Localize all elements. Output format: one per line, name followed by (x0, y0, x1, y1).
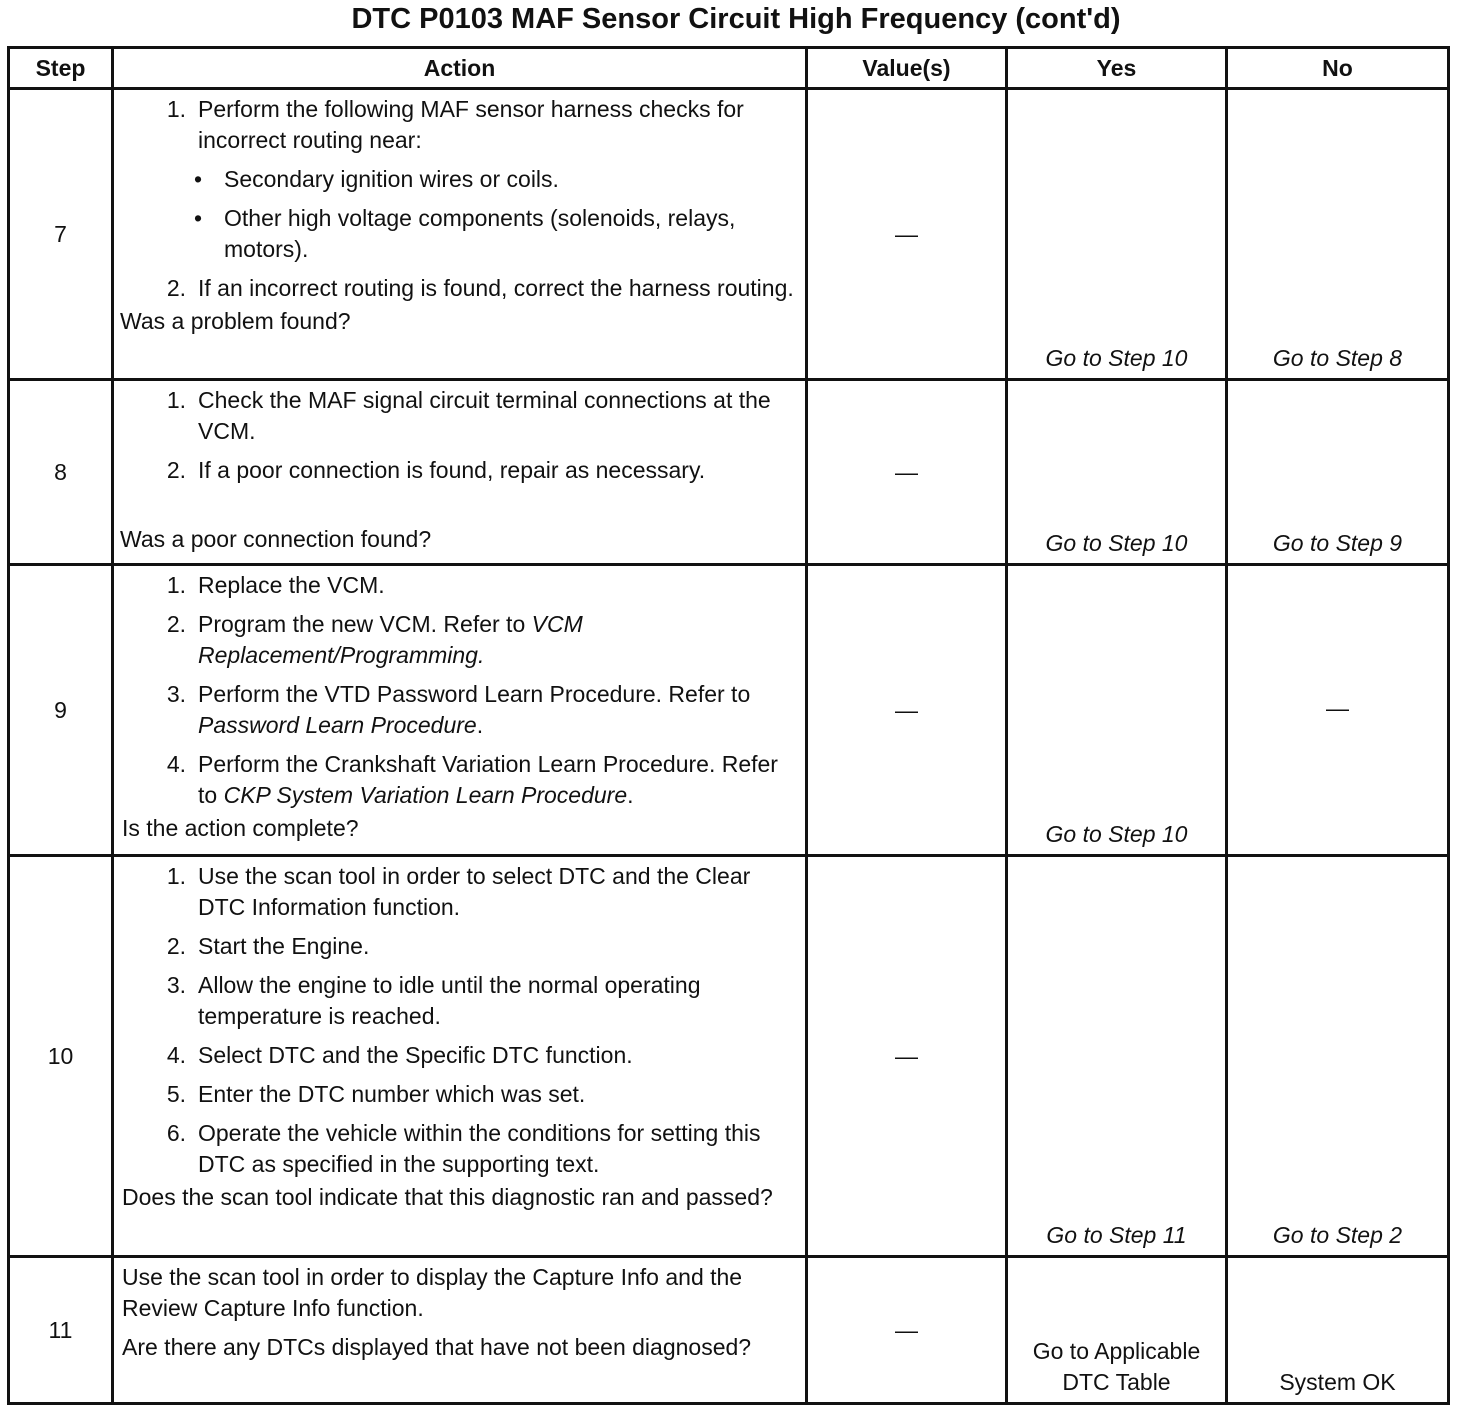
yes-cell: Go to Step 11 (1007, 856, 1227, 1257)
action-item (122, 273, 799, 304)
item-text-pre: Perform the Crankshaft Variation Learn Procedure. Refer to (198, 751, 778, 808)
item-text (198, 609, 799, 671)
yes-cell: Go to Applicable DTC Table (1007, 1257, 1227, 1404)
item-number: 6. (166, 1120, 186, 1146)
value-cell: — (807, 565, 1007, 856)
question-text: Are there any DTCs displayed that have not been diagnosed? (122, 1334, 752, 1360)
action-item (122, 749, 799, 811)
item-number: 2. (166, 275, 186, 301)
item-text-pre: Perform the VTD Password Learn Procedure. Refer to (198, 681, 751, 707)
item-text: Replace the VCM. (198, 572, 385, 598)
item-text: Check the MAF signal circuit terminal connections at the VCM. (198, 387, 771, 444)
action-cell (113, 1257, 807, 1404)
item-number: 2. (166, 933, 186, 959)
step-number: 8 (9, 380, 113, 565)
bullet-item (122, 203, 799, 265)
header-no: No (1227, 48, 1449, 89)
table-row-step-10 (9, 856, 1449, 1257)
action-item (122, 609, 799, 671)
intro-text: Use the scan tool in order to display the Capture Info and the Review Capture Info function. (122, 1264, 743, 1321)
table-row-step-7 (9, 89, 1449, 380)
action-item (122, 455, 799, 486)
item-reference: VCM Replacement/Programming. (198, 611, 583, 668)
item-number: 4. (166, 751, 186, 777)
value-cell: — (807, 89, 1007, 380)
header-value: Value(s) (807, 48, 1007, 89)
item-number: 5. (166, 1081, 186, 1107)
question-text: Was a problem found? (120, 308, 351, 334)
action-item (122, 679, 799, 741)
step-number: 7 (9, 89, 113, 380)
item-number: 1. (166, 387, 186, 413)
value-cell: — (807, 1257, 1007, 1404)
item-text: Select DTC and the Specific DTC function. (198, 1042, 633, 1068)
item-text: Perform the following MAF sensor harness checks for incorrect routing near: (198, 96, 744, 153)
question-text: Was a poor connection found? (120, 526, 432, 552)
item-number: 4. (166, 1042, 186, 1068)
action-item (122, 94, 799, 156)
no-cell: — (1227, 565, 1449, 856)
item-number: 3. (166, 972, 186, 998)
action-item (122, 570, 799, 601)
item-number: 2. (166, 457, 186, 483)
item-text (198, 749, 799, 811)
action-item (122, 1040, 799, 1071)
action-item (122, 385, 799, 447)
table-row-step-9 (9, 565, 1449, 856)
action-item (122, 1118, 799, 1180)
question-text: Does the scan tool indicate that this diagnostic ran and passed? (122, 1184, 773, 1210)
diagnostic-table (7, 46, 1450, 1405)
item-number: 3. (166, 681, 186, 707)
action-item (122, 970, 799, 1032)
item-number: 1. (166, 96, 186, 122)
yes-cell: Go to Step 10 (1007, 89, 1227, 380)
item-reference: CKP System Variation Learn Procedure (223, 782, 628, 808)
item-number: 2. (166, 611, 186, 637)
bullet-icon: • (194, 205, 203, 231)
no-cell: Go to Step 2 (1227, 856, 1449, 1257)
action-item (122, 931, 799, 962)
header-step: Step (9, 48, 113, 89)
question-text: Is the action complete? (122, 815, 359, 841)
table-row-step-11 (9, 1257, 1449, 1404)
step-number: 10 (9, 856, 113, 1257)
bullet-text: Secondary ignition wires or coils. (224, 166, 559, 192)
item-text: Operate the vehicle within the conditions for setting this DTC as specified in the supporting text. (198, 1120, 761, 1177)
item-text: If a poor connection is found, repair as necessary. (198, 457, 706, 483)
item-text-post: . (476, 712, 484, 738)
item-text: Start the Engine. (198, 933, 370, 959)
item-text: Enter the DTC number which was set. (198, 1081, 586, 1107)
action-cell (113, 565, 807, 856)
action-item (122, 1079, 799, 1110)
step-number: 9 (9, 565, 113, 856)
value-cell: — (807, 380, 1007, 565)
item-text: If an incorrect routing is found, correct the harness routing. (198, 275, 794, 301)
item-text: Use the scan tool in order to select DTC and the Clear DTC Information function. (198, 863, 751, 920)
value-cell: — (807, 856, 1007, 1257)
action-cell (113, 89, 807, 380)
header-yes: Yes (1007, 48, 1227, 89)
item-text-pre: Program the new VCM. Refer to (198, 611, 532, 637)
item-text (198, 679, 799, 741)
yes-cell: Go to Step 10 (1007, 565, 1227, 856)
table-row-step-8 (9, 380, 1449, 565)
bullet-icon: • (194, 166, 203, 192)
step-number: 11 (9, 1257, 113, 1404)
action-item (122, 861, 799, 923)
no-cell: Go to Step 9 (1227, 380, 1449, 565)
header-row (9, 48, 1449, 89)
item-reference: Password Learn Procedure (198, 712, 477, 738)
no-cell: System OK (1227, 1257, 1449, 1404)
action-cell (113, 856, 807, 1257)
document-title: DTC P0103 MAF Sensor Circuit High Frequency (cont'd) (351, 3, 1121, 35)
bullet-item (122, 164, 799, 195)
item-number: 1. (166, 863, 186, 889)
bullet-text: Other high voltage components (solenoids, relays, motors). (224, 205, 736, 262)
item-text-post: . (627, 782, 634, 808)
item-number: 1. (166, 572, 186, 598)
yes-cell: Go to Step 10 (1007, 380, 1227, 565)
header-action: Action (113, 48, 807, 89)
item-text: Allow the engine to idle until the normal operating temperature is reached. (198, 972, 701, 1029)
no-cell: Go to Step 8 (1227, 89, 1449, 380)
action-cell (113, 380, 807, 565)
